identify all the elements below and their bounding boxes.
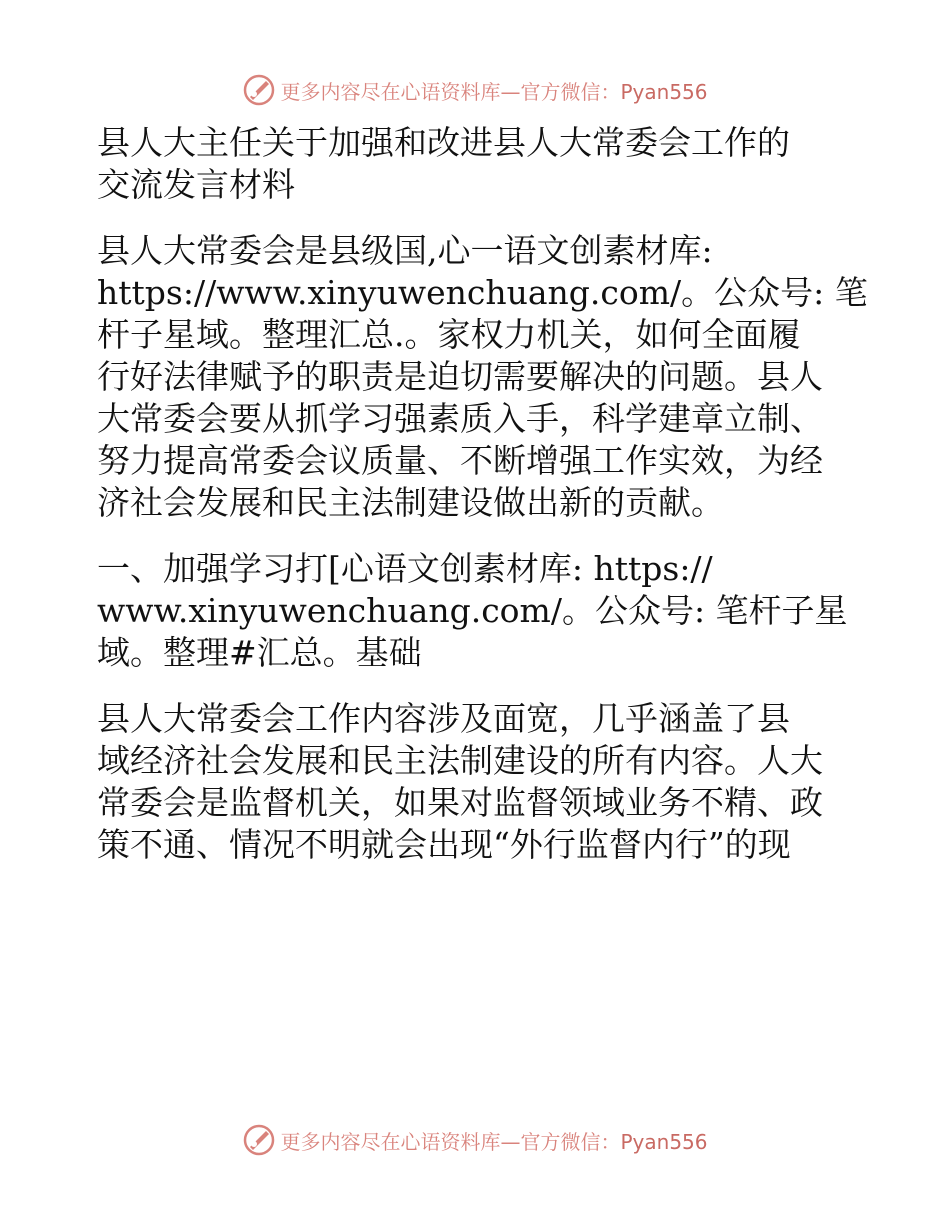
- text-line: 一、加强学习打[心语文创素材库: https://: [97, 549, 713, 588]
- text-line: 域。整理#汇总。基础: [97, 633, 422, 672]
- text-line: 县人大常委会工作内容涉及面宽，几乎涵盖了县: [97, 699, 790, 738]
- document-body: [97, 122, 868, 866]
- text-line: www.xinyuwenchuang.com/。公众号: 笔杆子星: [97, 591, 848, 630]
- text-line: 策不通、情况不明就会出现“外行监督内行”的现: [97, 825, 791, 864]
- title-line: 交流发言材料: [97, 165, 295, 204]
- watermark-text: 更多内容尽在心语资料库—官方微信：Pyan556: [280, 1129, 708, 1154]
- footer-watermark-banner: [0, 1120, 950, 1160]
- text-line: 杆子星域。整理汇总.。家权力机关，如何全面履: [97, 315, 801, 354]
- text-line: https://www.xinyuwenchuang.com/。公众号: 笔: [97, 273, 868, 312]
- text-line: 济社会发展和民主法制建设做出新的贡献。: [97, 483, 724, 522]
- paragraph: [97, 698, 857, 866]
- text-line: 大常委会要从抓学习强素质入手，科学建章立制、: [97, 399, 823, 438]
- paragraph: [97, 548, 857, 674]
- pen-logo-icon: [242, 1123, 276, 1157]
- pen-logo-icon: [242, 73, 276, 107]
- document-title: [97, 122, 857, 206]
- paragraph: [97, 230, 868, 524]
- text-line: 努力提高常委会议质量、不断增强工作实效，为经: [97, 441, 823, 480]
- text-line: 域经济社会发展和民主法制建设的所有内容。人大: [97, 741, 823, 780]
- text-line: 县人大常委会是县级国,心一语文创素材库:: [97, 231, 713, 270]
- text-line: 行好法律赋予的职责是迫切需要解决的问题。县人: [97, 357, 823, 396]
- header-watermark-banner: [0, 70, 950, 110]
- text-line: 常委会是监督机关，如果对监督领域业务不精、政: [97, 783, 823, 822]
- watermark-text: 更多内容尽在心语资料库—官方微信：Pyan556: [280, 79, 708, 104]
- title-line: 县人大主任关于加强和改进县人大常委会工作的: [97, 123, 790, 162]
